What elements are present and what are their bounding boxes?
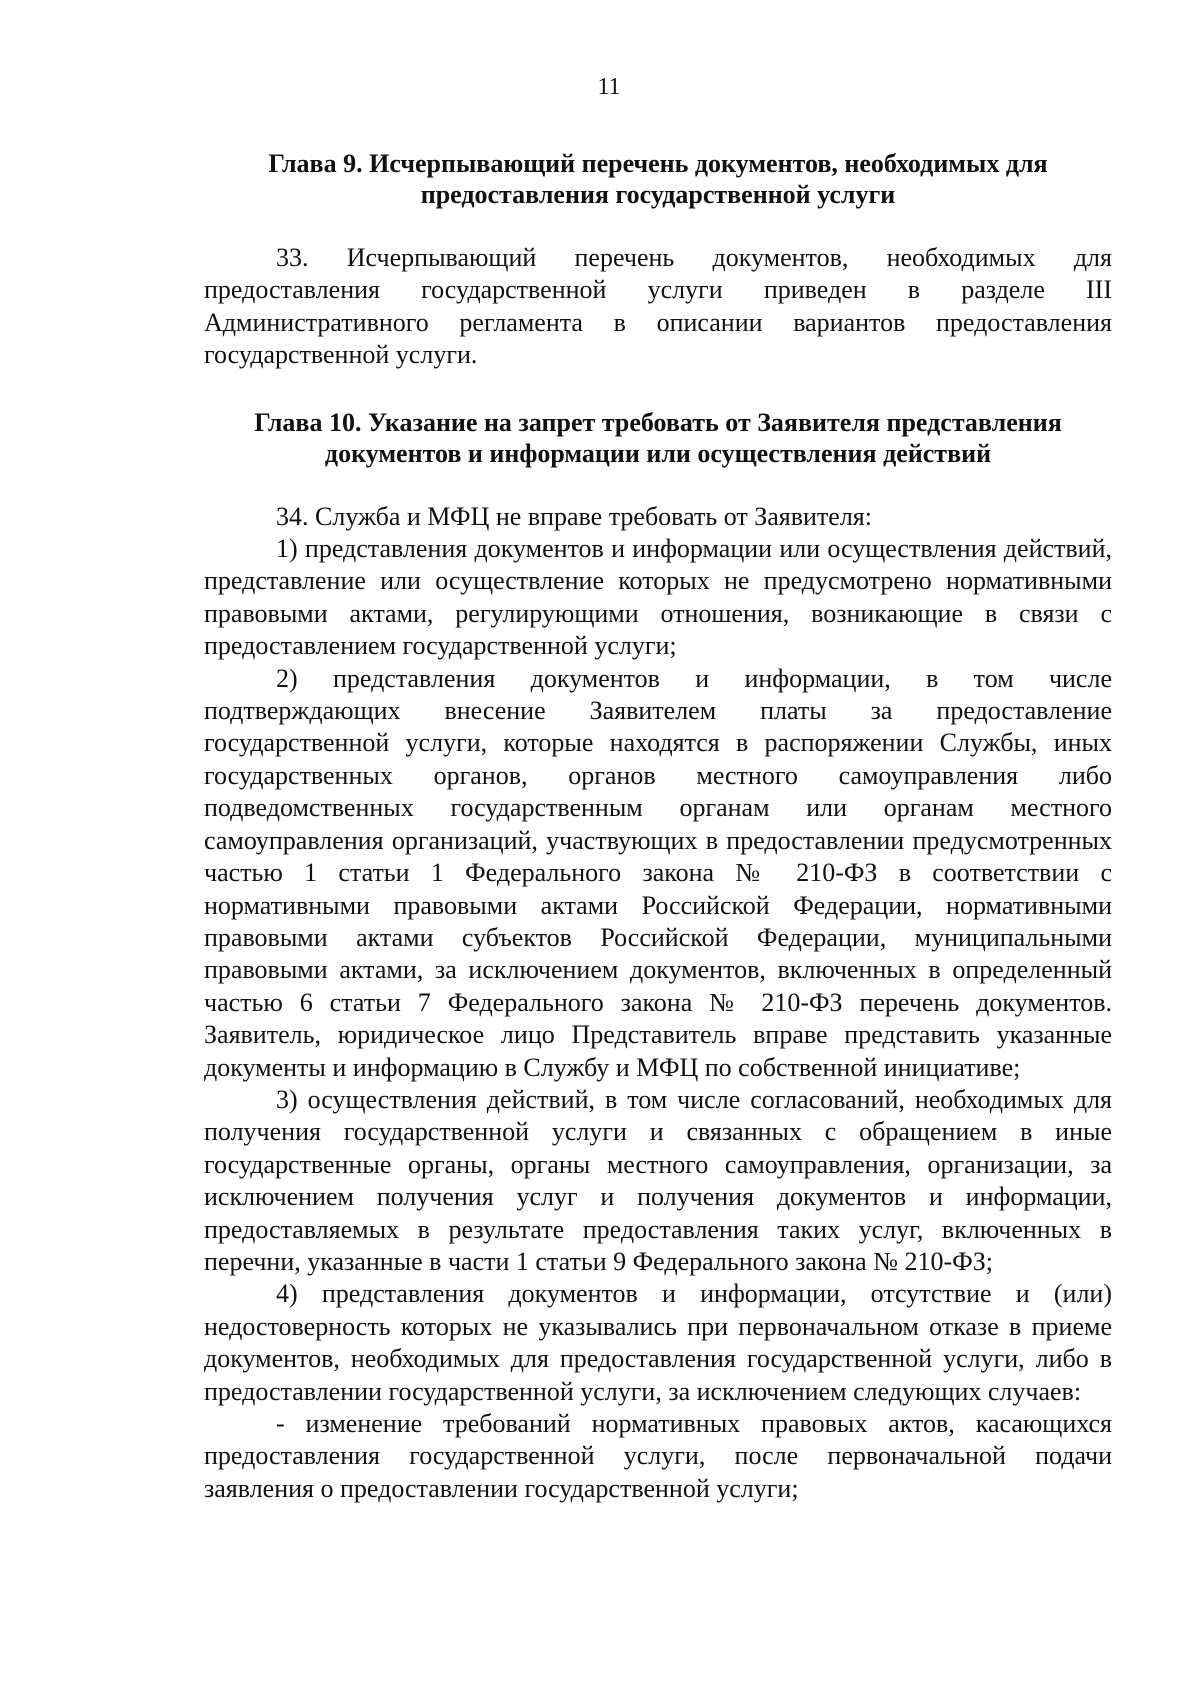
chapter-9-heading-line1: Глава 9. Исчерпывающий перечень документов, необходимых для — [268, 149, 1048, 178]
list-item-1: 1) представления документов и информации или осуществления действий, представление или осуществление которых не предусмотрено нормативными правовыми актами, регулирующими отношения, возникающие в связи с предоставлением государственной услуги; — [204, 534, 1112, 661]
chapter-10-heading-line1: Глава 10. Указание на запрет требовать от Заявителя представления — [254, 407, 1062, 437]
list-item-3: 3) осуществления действий, в том числе согласований, необходимых для получения государственной услуги и связанных с обращением в иные государственные органы, органы местного самоуправления, организации, за исключением получения услуг и получения документов и информации, предоставляемых в результате предоставления таких услуг, включенных в перечни, указанные в части 1 статьи 9 Федерального закона № 210-ФЗ; — [204, 1084, 1112, 1276]
chapter-10-heading-line2: документов и информации или осуществления действий — [324, 438, 992, 468]
chapter-9-section — [204, 148, 1112, 372]
chapter-9-heading-line2: предоставления государственной услуги — [420, 180, 896, 209]
list-item-2: 2) представления документов и информации, в том числе подтверждающих внесение Заявителем платы за предоставление государственной услуги, которые находятся в распоряжении Службы, иных государственных органов, органов местного самоуправления либо подведомственных государственным органам или органам местного самоуправления организаций, участвующих в предоставлении предусмотренных частью 1 статьи 1 Федерального закона № 210-ФЗ в соответствии с нормативными правовыми актами Российской Федерации, нормативными правовыми актами субъектов Российской Федерации, муниципальными правовыми актами, за исключением документов, включенных в определенный частью 6 статьи 7 Федерального закона № 210-ФЗ перечень документов. Заявитель, юридическое лицо Представитель вправе представить указанные документы и информацию в Службу и МФЦ по собственной инициативе; — [204, 663, 1112, 1082]
paragraph-33: 33. Исчерпывающий перечень документов, необходимых для предоставления государственной услуги приведен в разделе III Административного регламента в описании вариантов предоставления государственной услуги. — [204, 243, 1112, 370]
list-item-4: 4) представления документов и информации, отсутствие и (или) недостоверность которых не указывались при первоначальном отказе в приеме документов, необходимых для предоставления государственной услуги, либо в предоставлении государственной услуги, за исключением следующих случаев: — [204, 1279, 1112, 1406]
paragraph-34: 34. Служба и МФЦ не вправе требовать от Заявителя: — [276, 501, 872, 531]
document-body — [204, 148, 1112, 1505]
chapter-9-heading — [204, 148, 1112, 210]
bullet-item-1: - изменение требований нормативных правовых актов, касающихся предоставления государственной услуги, после первоначальной подачи заявления о предоставлении государственной услуги; — [204, 1409, 1112, 1503]
chapter-10-heading — [204, 407, 1112, 469]
page-number: 11 — [597, 74, 621, 100]
chapter-10-section — [204, 407, 1112, 1506]
